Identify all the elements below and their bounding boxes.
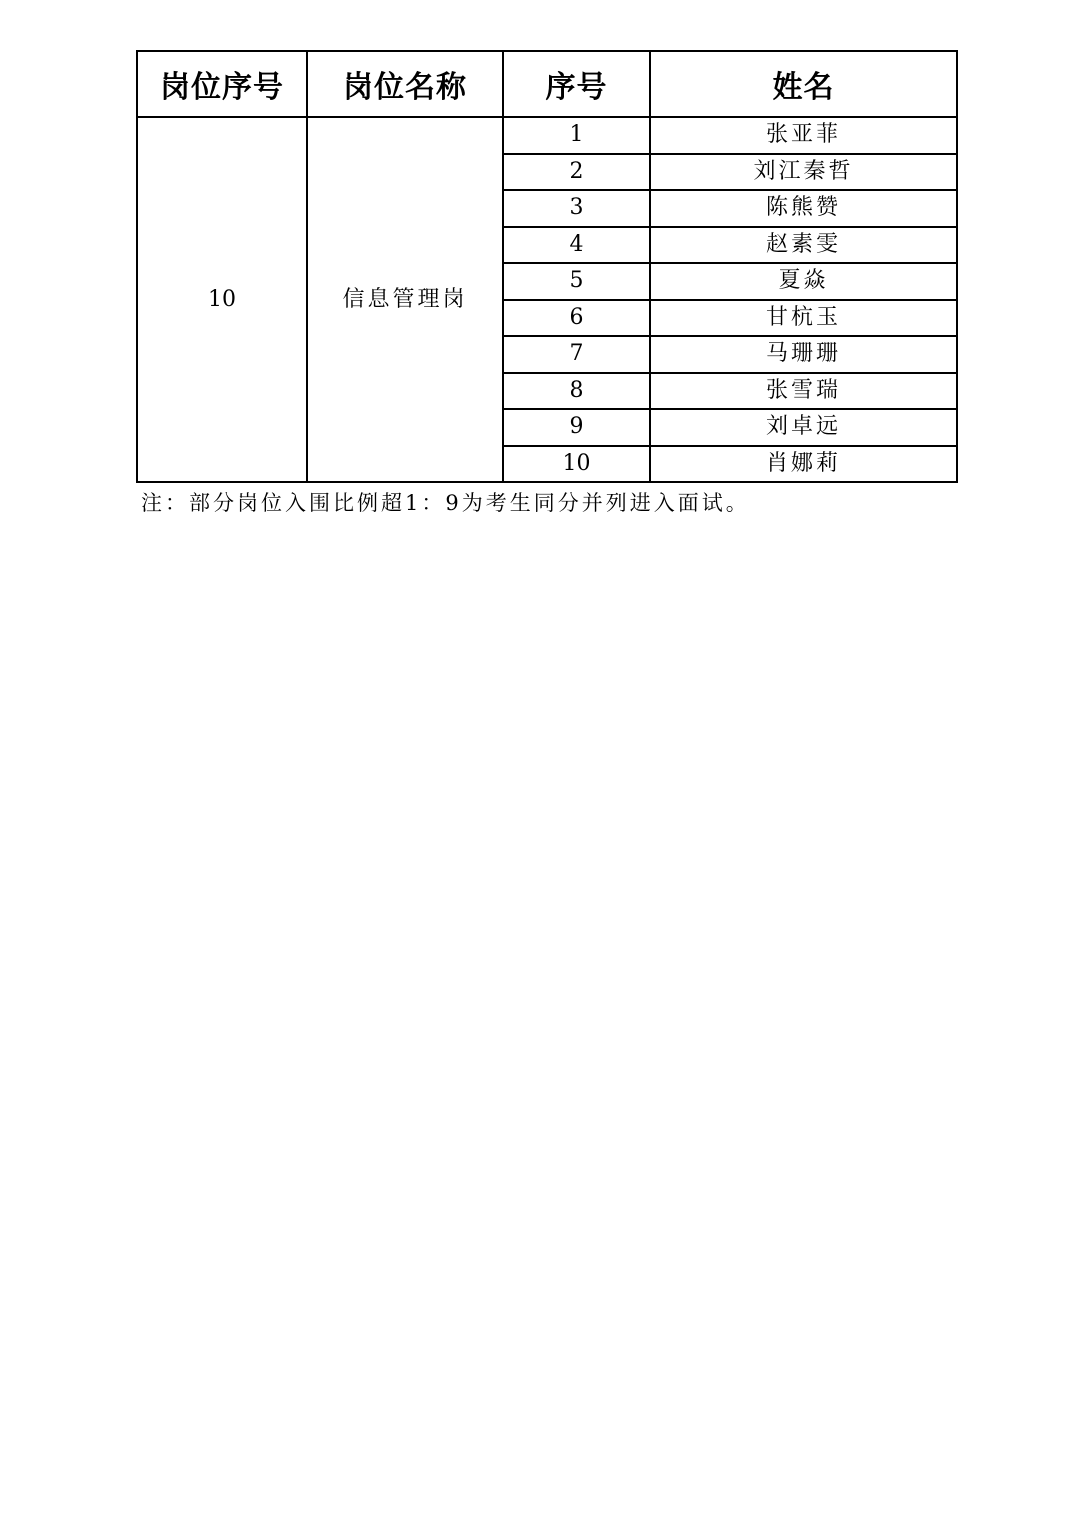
seq-no-cell: 3	[503, 190, 650, 227]
header-post-name: 岗位名称	[307, 51, 503, 117]
name-cell: 刘江秦哲	[650, 154, 957, 191]
name-cell: 张雪瑞	[650, 373, 957, 410]
name-cell: 甘杭玉	[650, 300, 957, 337]
name-cell: 肖娜莉	[650, 446, 957, 483]
name-cell: 赵素雯	[650, 227, 957, 264]
table-header-row	[137, 51, 957, 117]
footnote: 注：部分岗位入围比例超1：9为考生同分并列进入面试。	[141, 491, 750, 515]
seq-no-cell: 8	[503, 373, 650, 410]
seq-no-cell: 4	[503, 227, 650, 264]
seq-no-cell: 1	[503, 117, 650, 154]
seq-no-cell: 2	[503, 154, 650, 191]
post-no-cell: 10	[137, 117, 307, 482]
seq-no-cell: 5	[503, 263, 650, 300]
name-cell: 马珊珊	[650, 336, 957, 373]
seq-no-cell: 7	[503, 336, 650, 373]
seq-no-cell: 10	[503, 446, 650, 483]
name-cell: 张亚菲	[650, 117, 957, 154]
seq-no-cell: 6	[503, 300, 650, 337]
name-cell: 刘卓远	[650, 409, 957, 446]
table-row	[137, 117, 957, 154]
name-cell: 陈熊赞	[650, 190, 957, 227]
post-name-cell: 信息管理岗	[307, 117, 503, 482]
candidate-table	[136, 50, 958, 483]
header-post-no: 岗位序号	[137, 51, 307, 117]
header-seq-no: 序号	[503, 51, 650, 117]
name-cell: 夏焱	[650, 263, 957, 300]
header-name: 姓名	[650, 51, 957, 117]
seq-no-cell: 9	[503, 409, 650, 446]
